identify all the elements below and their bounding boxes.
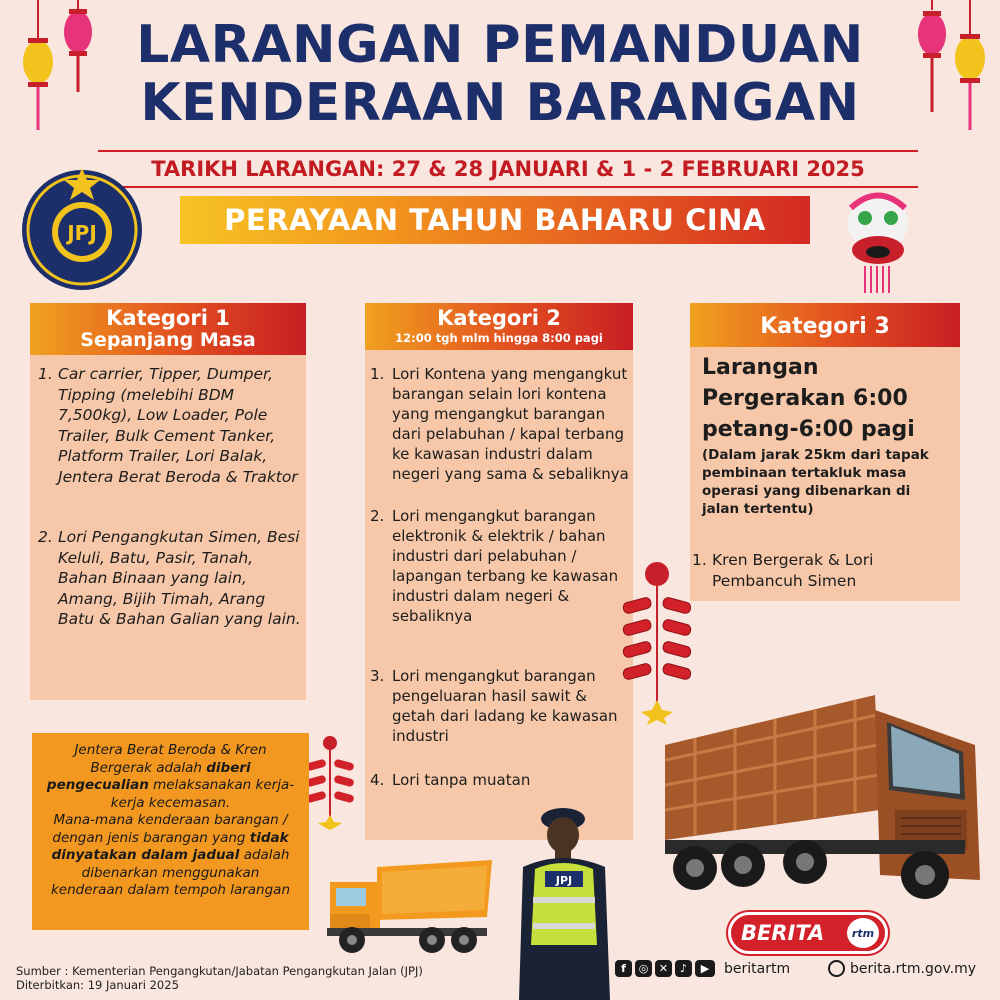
jpj-logo-text: JPJ <box>67 221 97 245</box>
category-2-header <box>365 303 633 353</box>
festival-banner: PERAYAAN TAHUN BAHARU CINA <box>180 196 810 244</box>
list-item: 1. Car carrier, Tipper, Dumper, Tipping (melebihi BDM 7,500kg), Low Loader, Pole Trailer, Bulk Cement Tanker, Platform Trailer, Lori Balak, Jentera Berat Beroda & Traktor <box>38 365 298 486</box>
category-1-header <box>30 303 306 355</box>
dump-truck-illustration <box>322 852 497 957</box>
category-2-title: Kategori 2 <box>437 306 561 330</box>
category-1-subtitle: Sepanjang Masa <box>80 329 256 351</box>
category-3-heading: Larangan Pergerakan 6:00 petang-6:00 pagi <box>702 355 915 442</box>
youtube-icon[interactable]: ▶ <box>695 960 715 977</box>
tiktok-icon[interactable]: ♪ <box>675 960 692 977</box>
berita-logo-text: BERITA <box>741 921 825 945</box>
category-2-subtitle: 12:00 tgh mlm hingga 8:00 pagi <box>395 331 603 345</box>
lantern-decoration-right <box>910 0 990 135</box>
exemption-paragraph-1: Jentera Berat Beroda & Kren Bergerak adalah diberi pengecualian melaksanakan kerja-kerja kecemasan. <box>46 742 295 811</box>
jpj-logo <box>12 160 152 300</box>
rtm-logo-text: rtm <box>847 918 879 948</box>
category-3-title: Kategori 3 <box>760 314 890 339</box>
social-handle[interactable]: beritartm <box>724 960 791 977</box>
website-url[interactable]: berita.rtm.gov.my <box>850 960 977 977</box>
facebook-icon[interactable]: f <box>615 960 632 977</box>
category-3-list <box>692 550 952 592</box>
category-3-header <box>690 303 960 353</box>
list-item: 3. Lori mengangkut barangan pengeluaran hasil sawit & getah dari ladang ke kawasan industri <box>370 667 618 745</box>
exemption-note <box>32 733 309 930</box>
list-item: 1. Kren Bergerak & Lori Pembancuh Simen <box>692 551 874 590</box>
jpj-officer-illustration <box>515 805 615 1000</box>
instagram-icon[interactable]: ◎ <box>635 960 652 977</box>
social-links <box>615 960 790 977</box>
berita-rtm-logo <box>728 912 888 954</box>
page-title-line-2: KENDERAAN BARANGAN <box>140 73 860 133</box>
x-icon[interactable]: ✕ <box>655 960 672 977</box>
cargo-truck-illustration <box>655 690 990 910</box>
lion-dance-icon <box>843 188 913 298</box>
lantern-decoration-left <box>20 0 100 135</box>
website-link[interactable] <box>828 960 976 977</box>
list-item: 1. Lori Kontena yang mengangkut barangan selain lori kontena yang mengangkut barangan dari pelabuhan / kapal terbang ke kawasan industri dalam negeri yang sama & sebaliknya <box>370 365 629 483</box>
category-1-title: Kategori 1 <box>106 306 230 330</box>
page-title-line-1: LARANGAN PEMANDUAN <box>136 15 864 75</box>
list-item: 2. Lori mengangkut barangan elektronik & elektrik / bahan industri dari pelabuhan / lapangan terbang ke kawasan industri dalam negeri & sebaliknya <box>370 507 619 625</box>
publish-date: Diterbitkan: 19 Januari 2025 <box>16 978 179 992</box>
firecracker-decoration-left <box>300 735 360 830</box>
list-item: 2. Lori Pengangkutan Simen, Besi Keluli, Batu, Pasir, Tanah, Bahan Binaan yang lain, Amang, Bijih Timah, Arang Batu & Bahan Galian yang lain. <box>38 528 301 628</box>
exemption-paragraph-2: Mana-mana kenderaan barangan / dengan jenis barangan yang tidak dinyatakan dalam jadual adalah dibenarkan menggunakan kenderaan dalam tempoh larangan <box>50 812 291 898</box>
category-3-note: (Dalam jarak 25km dari tapak pembinaan tertakluk masa operasi yang dibenarkan di jalan tertentu) <box>702 447 929 517</box>
source-line: Sumber : Kementerian Pengangkutan/Jabatan Pengangkutan Jalan (JPJ) <box>16 964 423 978</box>
list-item: 4. Lori tanpa muatan <box>370 771 531 789</box>
category-2-list <box>370 364 632 790</box>
globe-icon <box>828 960 845 977</box>
ban-date-bar: TARIKH LARANGAN: 27 & 28 JANUARI & 1 - 2 FEBRUARI 2025 <box>98 150 918 188</box>
category-1-list <box>38 364 304 630</box>
source-credit <box>16 964 423 992</box>
officer-vest-text: JPJ <box>555 874 573 887</box>
